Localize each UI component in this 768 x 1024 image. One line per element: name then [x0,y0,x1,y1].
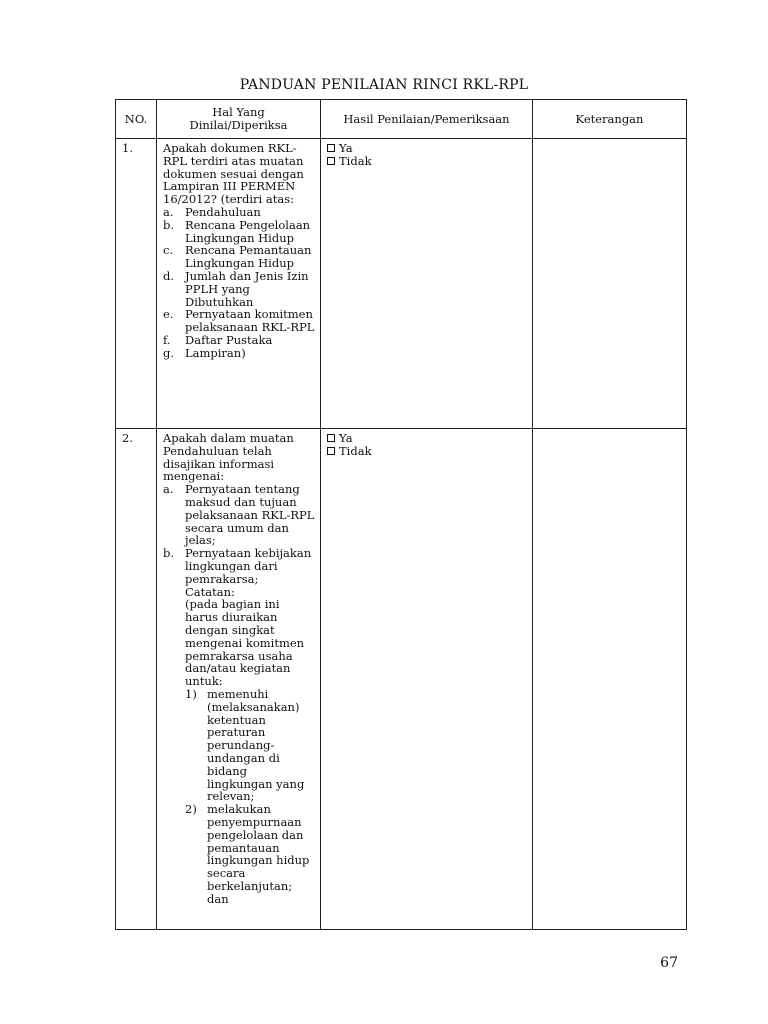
table-row [116,139,687,429]
header-hal [157,100,321,139]
list-marker: a. [163,204,174,219]
list-text: Rencana Pengelolaan Lingkungan Hidup [185,217,311,245]
sub-list-item [185,688,315,803]
list-marker: b. [163,546,175,561]
list-text: Jumlah dan Jenis Izin PPLH yang Dibutuhkan [185,268,309,309]
checkbox-icon[interactable] [327,157,335,165]
option-tidak[interactable] [327,155,527,168]
list-text: Daftar Pustaka [185,332,273,347]
list-marker: d. [163,268,175,283]
table-row [116,429,687,930]
list-text: melakukan penyempurnaan pengelolaan dan pemantauan lingkungan hidup secara berkelanjutan; dan [207,802,310,906]
list-text: Rencana Pemantauan Lingkungan Hidup [185,243,312,271]
option-label: Ya [339,141,353,155]
list-item [163,347,315,360]
list-marker: 2) [185,802,197,817]
option-label: Ya [339,431,353,445]
row-question-cell [157,139,321,429]
row-result-cell [321,139,533,429]
list-marker: g. [163,345,175,360]
list-item [163,206,315,219]
list-item [163,334,315,347]
list-item [163,308,315,334]
table-header-row [116,100,687,139]
option-ya[interactable] [327,142,527,155]
list-item [163,244,315,270]
row-number: 1. [116,139,157,429]
list-marker: e. [163,307,174,322]
catatan-list [163,688,315,906]
list-marker: 1) [185,686,197,701]
list-text: Pernyataan kebijakan lingkungan dari pemrakarsa; [185,546,312,586]
row-keterangan-cell [533,429,687,930]
header-hal-line2: Dinilai/Diperiksa [189,118,288,132]
header-hasil: Hasil Penilaian/Pemeriksaan [321,100,533,139]
checkbox-icon[interactable] [327,434,335,442]
list-text: Pernyataan komitmen pelaksanaan RKL-RPL [185,307,315,335]
header-keterangan: Keterangan [533,100,687,139]
option-label: Tidak [339,443,372,458]
row-number: 2. [116,429,157,930]
row-keterangan-cell [533,139,687,429]
list-marker: a. [163,482,174,497]
catatan-label: Catatan: [185,584,235,599]
list-marker: b. [163,217,175,232]
list-marker: c. [163,243,174,258]
catatan-text: (pada bagian ini harus diuraikan dengan singkat mengenai komitmen pemrakarsa usaha dan/atau kegiatan untuk: [185,597,305,689]
list-item [163,270,315,308]
list-item [163,483,315,547]
sub-list-item [185,803,315,905]
header-no: NO. [116,100,157,139]
list-text: Pernyataan tentang maksud dan tujuan pelaksanaan RKL-RPL secara umum dan jelas; [185,482,315,548]
document-title: PANDUAN PENILAIAN RINCI RKL-RPL [239,77,529,93]
list-text: Lampiran) [185,345,246,360]
page-number: 67 [660,955,678,971]
option-tidak[interactable] [327,445,527,458]
question-text: Apakah dokumen RKL-RPL terdiri atas muatan dokumen sesuai dengan Lampiran III PERMEN 16/2012? (terdiri atas: [163,141,304,207]
question-text: Apakah dalam muatan Pendahuluan telah disajikan informasi mengenai: [163,431,294,484]
option-ya[interactable] [327,432,527,445]
list-marker: f. [163,332,171,347]
list-text: memenuhi (melaksanakan) ketentuan peraturan perundang-undangan di bidang lingkungan yang relevan; [207,686,305,804]
list-text: Pendahuluan [185,204,261,219]
row-question-cell [157,429,321,930]
row-result-cell [321,429,533,930]
checkbox-icon[interactable] [327,447,335,455]
list-item [163,219,315,245]
assessment-table [115,99,687,930]
option-label: Tidak [339,153,372,168]
checkbox-icon[interactable] [327,144,335,152]
list-item [163,547,315,585]
header-hal-line1: Hal Yang [212,105,265,120]
